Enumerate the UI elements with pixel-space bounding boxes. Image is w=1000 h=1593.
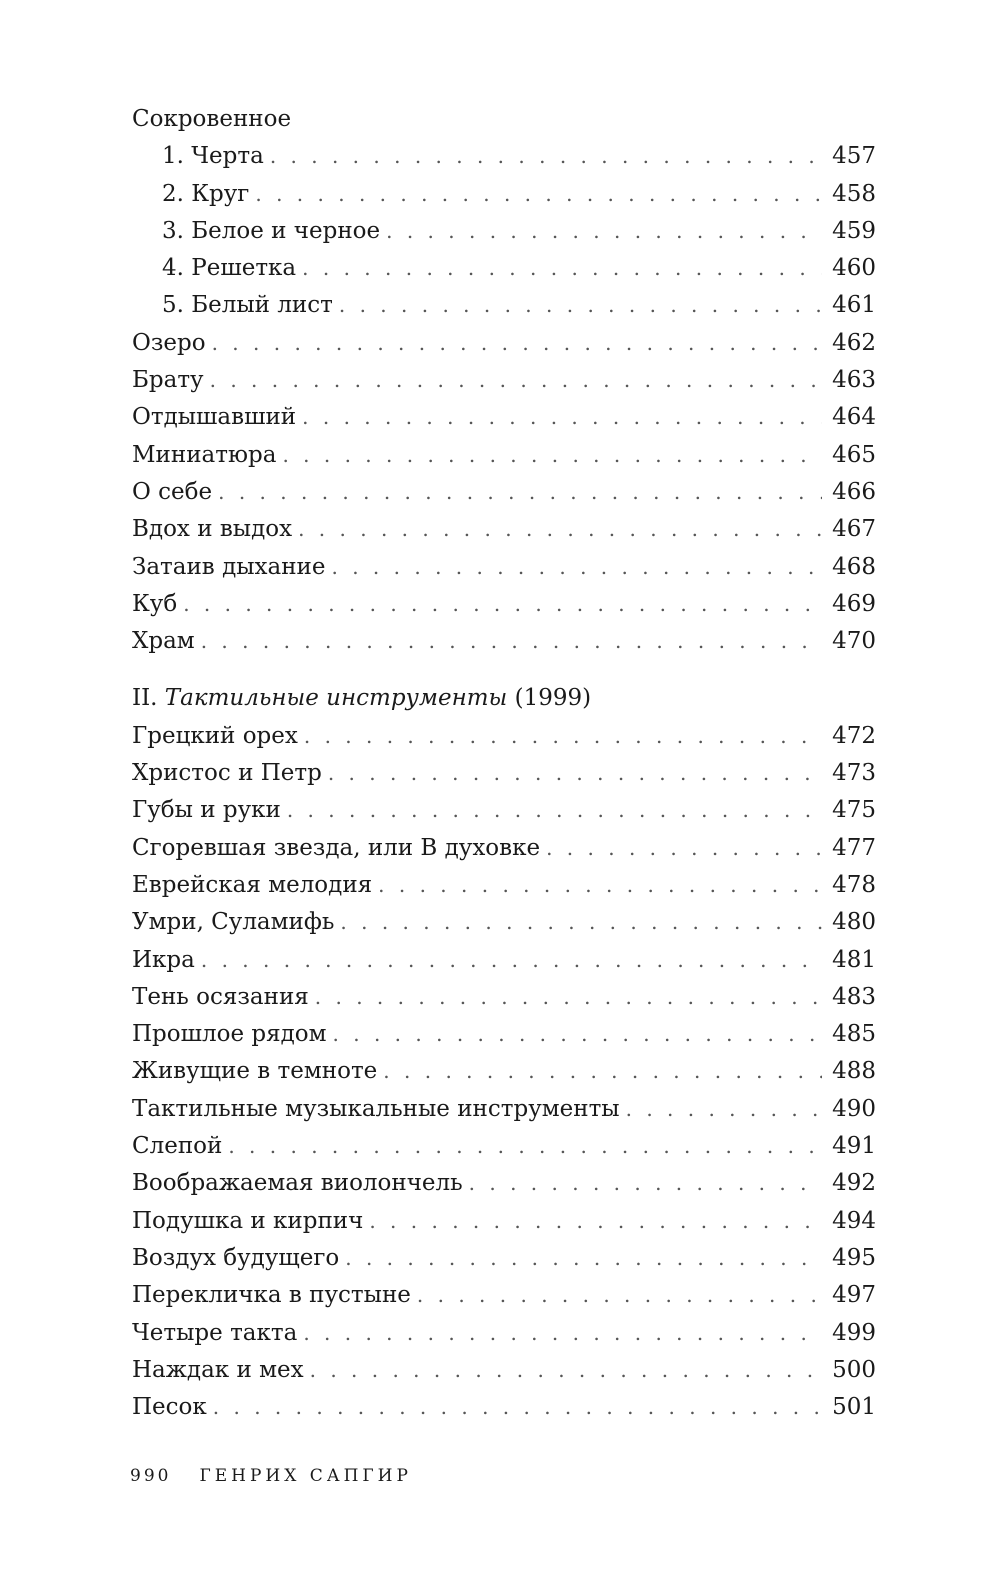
entry-title: Тактильные музыкальные инструменты [132,1095,620,1122]
toc-entry [132,325,876,362]
entry-title: Песок [132,1394,207,1421]
toc-entry [132,718,876,755]
dot-leader [270,138,822,175]
entry-page-number: 469 [832,590,876,617]
entry-page-number: 458 [832,180,876,207]
entry-page-number: 477 [832,834,876,861]
toc-entry [132,1128,876,1165]
entry-page-number: 494 [832,1207,876,1234]
entries-list-a [132,325,876,661]
toc-entry [132,904,876,941]
entry-title: Живущие в темноте [132,1058,378,1085]
entry-page-number: 480 [832,909,876,936]
entry-title: Еврейская мелодия [132,871,373,898]
entry-page-number: 491 [832,1133,876,1160]
entry-title: О себе [132,478,213,505]
entry-title: Вдох и выдох [132,516,293,543]
toc-entry [132,138,876,175]
toc-entry [132,287,876,324]
entry-page-number: 501 [832,1394,876,1421]
toc-entry [132,362,876,399]
dot-leader [201,623,822,660]
entry-title: Воздух будущего [132,1244,340,1271]
section-numeral: II. [132,685,158,712]
entry-page-number: 488 [832,1058,876,1085]
toc-entry [132,792,876,829]
toc-entry [132,867,876,904]
entry-title: Отдышавший [132,404,297,431]
running-footer [130,1466,412,1486]
entry-page-number: 485 [832,1021,876,1048]
dot-leader [339,287,822,324]
dot-leader [213,1389,822,1426]
entry-title: 5. Белый лист [162,292,333,319]
entry-page-number: 478 [832,871,876,898]
entry-page-number: 465 [832,441,876,468]
toc-entry [132,755,876,792]
entry-title: Икра [132,946,195,973]
entry-page-number: 457 [832,143,876,170]
dot-leader [469,1165,822,1202]
dot-leader [369,1203,822,1240]
section-name: Тактильные инструменты [164,685,508,712]
entry-title: Наждак и мех [132,1356,304,1383]
entry-title: Храм [132,628,195,655]
entry-page-number: 500 [832,1356,876,1383]
group-entries [132,138,876,324]
entry-title: Подушка и кирпич [132,1207,364,1234]
entry-title: Христос и Петр [132,760,322,787]
entry-page-number: 462 [832,329,876,356]
dot-leader [626,1091,822,1128]
toc-entry [132,213,876,250]
toc-entry [132,250,876,287]
dot-leader [417,1277,822,1314]
entry-page-number: 473 [832,760,876,787]
dot-leader [546,830,822,867]
toc-entry [132,1203,876,1240]
entry-page-number: 497 [832,1282,876,1309]
entry-title: 1. Черта [162,143,264,170]
entry-title: Куб [132,590,178,617]
entry-title: Озеро [132,329,206,356]
dot-leader [303,1315,822,1352]
entry-page-number: 499 [832,1319,876,1346]
dot-leader [255,176,822,213]
entry-page-number: 490 [832,1095,876,1122]
toc-entry [132,979,876,1016]
dot-leader [287,792,822,829]
toc-entry [132,437,876,474]
entry-title: 4. Решетка [162,255,297,282]
dot-leader [378,867,822,904]
entry-title: Слепой [132,1133,223,1160]
dot-leader [218,474,822,511]
dot-leader [345,1240,822,1277]
entry-page-number: 470 [832,628,876,655]
entry-title: Сгоревшая звезда, или В духовке [132,834,541,861]
entry-title: Миниатюра [132,441,277,468]
entry-page-number: 495 [832,1244,876,1271]
toc-entry [132,586,876,623]
entry-title: Затаив дыхание [132,553,326,580]
entry-title: Брату [132,367,204,394]
entry-page-number: 466 [832,478,876,505]
toc-entry [132,1315,876,1352]
toc-entry [132,474,876,511]
entry-title: Перекличка в пустыне [132,1282,411,1309]
dot-leader [183,586,822,623]
dot-leader [386,213,822,250]
toc-entry [132,623,876,660]
entry-page-number: 461 [832,292,876,319]
running-author: ГЕНРИХ САПГИР [199,1466,412,1486]
entry-page-number: 472 [832,722,876,749]
entry-page-number: 460 [832,255,876,282]
entry-page-number: 483 [832,983,876,1010]
dot-leader [212,325,823,362]
entry-page-number: 468 [832,553,876,580]
toc-entry [132,549,876,586]
entry-title: 3. Белое и черное [162,217,381,244]
toc-entry [132,399,876,436]
dot-leader [315,979,822,1016]
toc-entry [132,830,876,867]
toc-entry [132,1091,876,1128]
dot-leader [304,718,822,755]
toc-entry [132,942,876,979]
dot-leader [282,437,822,474]
toc-entry [132,1277,876,1314]
dot-leader [302,399,822,436]
entries-list-b [132,718,876,1427]
folio: 990 [130,1466,172,1486]
entry-title: Тень осязания [132,983,309,1010]
dot-leader [340,904,822,941]
toc-entry [132,1240,876,1277]
section-year: (1999) [514,685,592,712]
toc-entry [132,1352,876,1389]
toc-entry [132,1016,876,1053]
entry-page-number: 463 [832,367,876,394]
entry-title: Грецкий орех [132,722,298,749]
entry-page-number: 459 [832,217,876,244]
dot-leader [210,362,822,399]
dot-leader [302,250,822,287]
toc-entry [132,1053,876,1090]
dot-leader [228,1128,822,1165]
toc-entry [132,511,876,548]
entry-title: Воображаемая виолончель [132,1170,463,1197]
toc-entry [132,176,876,213]
entry-page-number: 481 [832,946,876,973]
entry-page-number: 467 [832,516,876,543]
dot-leader [201,942,822,979]
toc-entry [132,1389,876,1426]
section-title [132,680,876,717]
entry-title: Умри, Суламифь [132,909,335,936]
dot-leader [328,755,822,792]
entry-page-number: 475 [832,797,876,824]
group-title: Сокровенное [132,106,292,132]
entry-page-number: 492 [832,1170,876,1197]
dot-leader [332,549,823,586]
dot-leader [333,1016,823,1053]
toc-entry [132,1165,876,1202]
dot-leader [298,511,822,548]
entry-page-number: 464 [832,404,876,431]
dot-leader [310,1352,822,1389]
entry-title: Губы и руки [132,797,281,824]
dot-leader [383,1053,822,1090]
entry-title: 2. Круг [162,180,250,207]
entry-title: Прошлое рядом [132,1021,327,1048]
table-of-contents [132,101,876,1426]
entry-title: Четыре такта [132,1319,298,1346]
